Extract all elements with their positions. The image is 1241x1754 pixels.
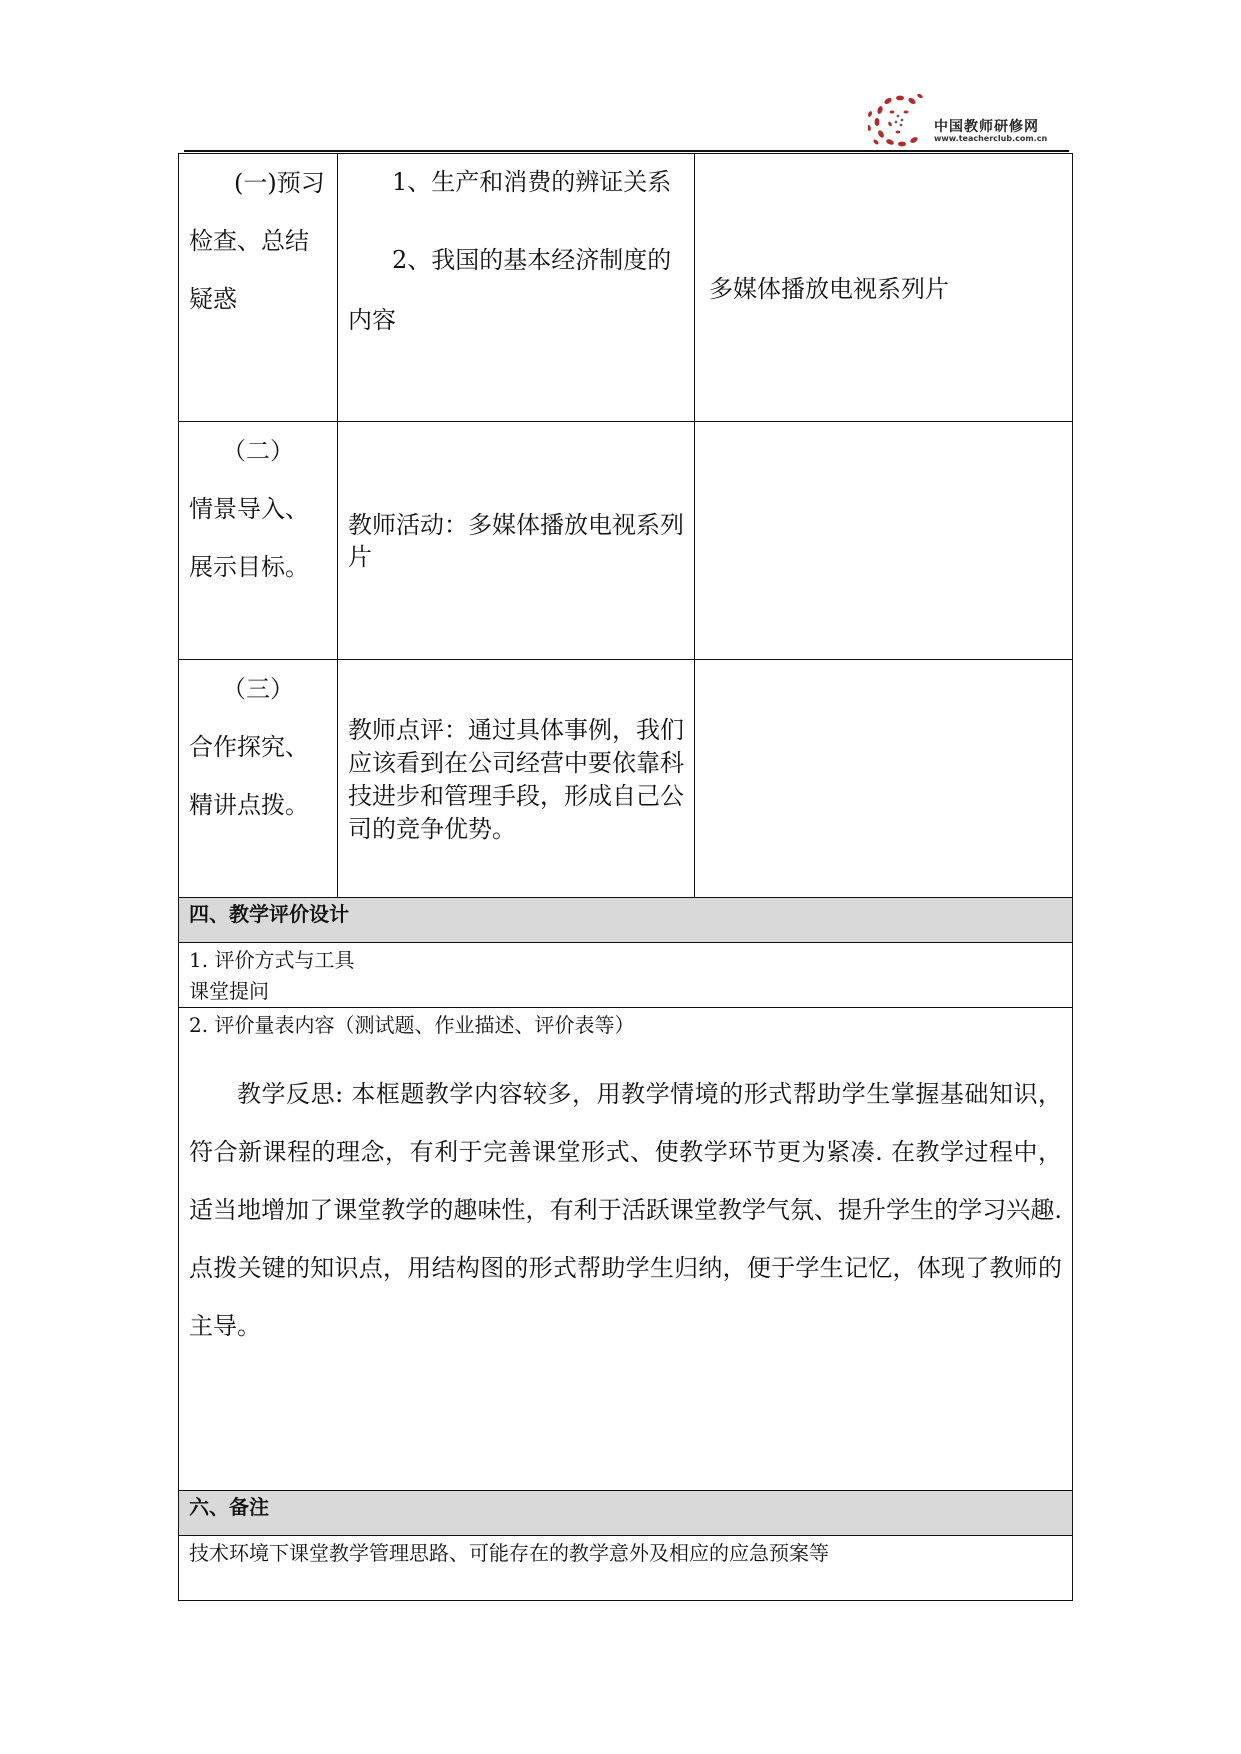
stage-cell	[179, 154, 338, 422]
stage-cell	[179, 422, 338, 660]
table-row	[179, 660, 1073, 898]
stage-line: 精讲点拨。	[189, 791, 309, 819]
stage-line: 情景导入、	[189, 495, 309, 523]
evaluation-method-value: 课堂提问	[189, 979, 269, 1003]
notes-text: 技术环境下课堂教学管理思路、可能存在的教学意外及相应的应急预案等	[189, 1541, 829, 1565]
notes-cell	[179, 1536, 1073, 1601]
section-title: 六、备注	[179, 1491, 1073, 1536]
content-item: 2、我国的基本经济制度的内容	[348, 246, 672, 334]
evaluation-method-cell	[179, 943, 1073, 1008]
stage-cell	[179, 660, 338, 898]
stage-line: 展示目标。	[189, 553, 309, 581]
logo-brand-text: 中国教师研修网	[934, 119, 1039, 135]
header-rule	[184, 150, 1069, 152]
resource-text: 多媒体播放电视系列片	[709, 275, 949, 303]
content-cell	[338, 660, 695, 898]
logo-flower-icon	[868, 92, 932, 148]
evaluation-method-label: 1. 评价方式与工具	[189, 948, 355, 972]
stage-line: 检查、总结	[189, 227, 309, 255]
lesson-plan-table	[178, 153, 1073, 1601]
table-row	[179, 1536, 1073, 1601]
content-text: 教师活动：多媒体播放电视系列片	[348, 511, 684, 571]
stage-line: （三）	[222, 675, 294, 703]
section-header	[179, 898, 1073, 943]
content-text: 教师点评：通过具体事例，我们应该看到在公司经营中要依靠科技进步和管理手段，形成自己公司的竞争优势。	[348, 716, 684, 843]
stage-line: 疑惑	[189, 285, 237, 313]
resource-cell	[695, 154, 1073, 422]
table-row	[179, 154, 1073, 422]
section-header	[179, 1491, 1073, 1536]
resource-cell	[695, 422, 1073, 660]
teacherclub-logo	[868, 92, 1048, 148]
teaching-reflection: 教学反思: 本框题教学内容较多，用教学情境的形式帮助学生掌握基础知识，符合新课程的理念，有利于完善课堂形式、使教学环节更为紧凑. 在教学过程中，适当地增加了课堂教学的趣味性，有利于活跃课堂教学气氛、提升学生的学习兴趣. 点拨关键的知识点，用结构图的形式帮助学生归纳，便于学生记忆，体现了教师的主导。	[189, 1080, 1062, 1340]
evaluation-scale-cell	[179, 1008, 1073, 1491]
table-row	[179, 1008, 1073, 1491]
logo-url-text: www.teacherclub.com.cn	[934, 134, 1048, 143]
resource-cell	[695, 660, 1073, 898]
content-cell	[338, 422, 695, 660]
evaluation-scale-label: 2. 评价量表内容（测试题、作业描述、评价表等）	[189, 1013, 635, 1037]
stage-line: （二）	[222, 437, 294, 465]
stage-line: 合作探究、	[189, 733, 309, 761]
section-title: 四、教学评价设计	[179, 898, 1073, 943]
table-row	[179, 422, 1073, 660]
content-cell	[338, 154, 695, 422]
content-item: 1、生产和消费的辨证关系	[392, 168, 672, 196]
table-row	[179, 943, 1073, 1008]
stage-line: (一)预习	[234, 169, 325, 197]
